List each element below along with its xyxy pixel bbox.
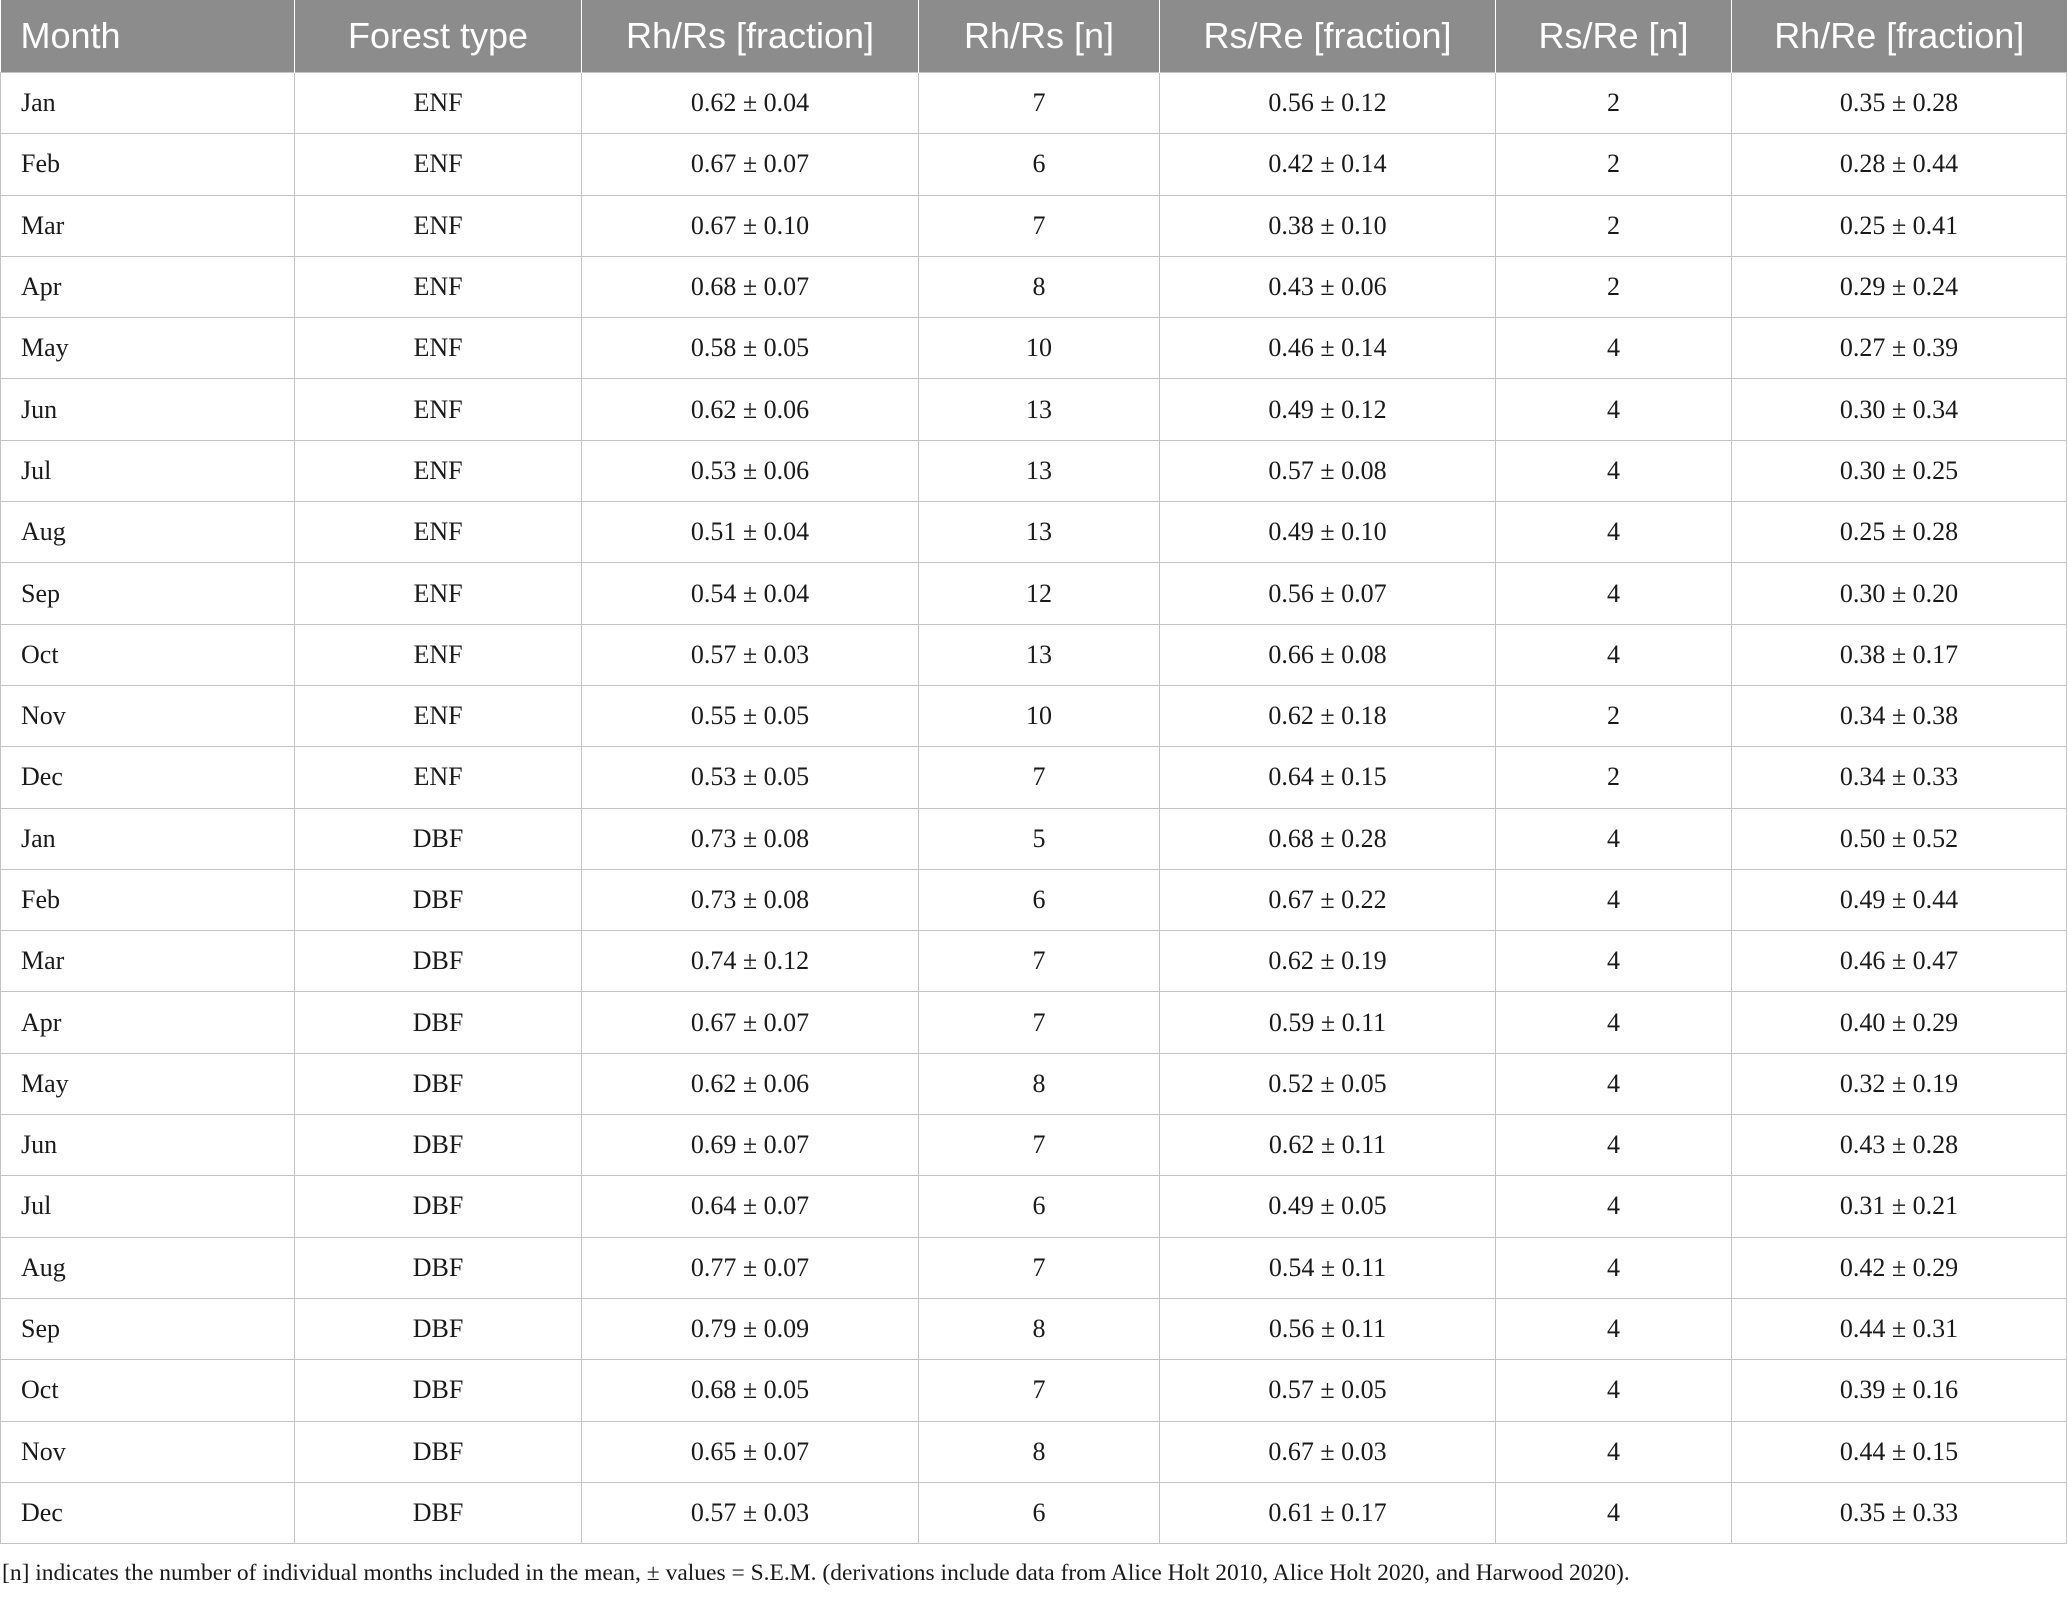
- cell-month: Jan: [1, 808, 295, 869]
- cell-rh-rs-n: 8: [919, 256, 1160, 317]
- cell-month: Aug: [1, 1237, 295, 1298]
- cell-rh-re-fraction: 0.29 ± 0.24: [1732, 256, 2067, 317]
- table-row: [1, 134, 2067, 195]
- cell-rs-re-n: 4: [1496, 1053, 1732, 1114]
- cell-month: Sep: [1, 563, 295, 624]
- cell-rs-re-n: 2: [1496, 73, 1732, 134]
- cell-rs-re-fraction: 0.62 ± 0.19: [1160, 931, 1496, 992]
- cell-forest-type: DBF: [295, 808, 582, 869]
- table-row: [1, 318, 2067, 379]
- cell-rh-re-fraction: 0.35 ± 0.28: [1732, 73, 2067, 134]
- cell-rs-re-n: 4: [1496, 1482, 1732, 1543]
- cell-month: Nov: [1, 685, 295, 746]
- cell-rh-rs-fraction: 0.68 ± 0.05: [582, 1360, 919, 1421]
- table-row: [1, 1053, 2067, 1114]
- table-row: [1, 502, 2067, 563]
- cell-forest-type: DBF: [295, 992, 582, 1053]
- cell-rs-re-n: 4: [1496, 992, 1732, 1053]
- cell-rs-re-n: 4: [1496, 379, 1732, 440]
- cell-rh-re-fraction: 0.46 ± 0.47: [1732, 931, 2067, 992]
- cell-rh-re-fraction: 0.25 ± 0.28: [1732, 502, 2067, 563]
- cell-rs-re-n: 4: [1496, 1421, 1732, 1482]
- table-header: [1, 0, 2067, 73]
- cell-forest-type: ENF: [295, 502, 582, 563]
- column-header-month: Month: [1, 0, 295, 73]
- cell-rh-re-fraction: 0.25 ± 0.41: [1732, 195, 2067, 256]
- cell-rh-rs-n: 6: [919, 134, 1160, 195]
- header-row: [1, 0, 2067, 73]
- cell-rs-re-fraction: 0.56 ± 0.11: [1160, 1298, 1496, 1359]
- cell-rs-re-fraction: 0.59 ± 0.11: [1160, 992, 1496, 1053]
- cell-rs-re-fraction: 0.67 ± 0.22: [1160, 869, 1496, 930]
- table-row: [1, 563, 2067, 624]
- cell-rs-re-n: 4: [1496, 624, 1732, 685]
- cell-rh-rs-n: 7: [919, 747, 1160, 808]
- cell-rh-re-fraction: 0.27 ± 0.39: [1732, 318, 2067, 379]
- cell-forest-type: ENF: [295, 624, 582, 685]
- cell-rs-re-n: 4: [1496, 1237, 1732, 1298]
- table-body: [1, 73, 2067, 1544]
- cell-rh-rs-fraction: 0.55 ± 0.05: [582, 685, 919, 746]
- cell-rh-rs-fraction: 0.69 ± 0.07: [582, 1115, 919, 1176]
- cell-rh-re-fraction: 0.40 ± 0.29: [1732, 992, 2067, 1053]
- cell-rs-re-fraction: 0.62 ± 0.11: [1160, 1115, 1496, 1176]
- cell-rs-re-n: 4: [1496, 1298, 1732, 1359]
- cell-month: Mar: [1, 195, 295, 256]
- cell-month: Oct: [1, 1360, 295, 1421]
- cell-rs-re-fraction: 0.57 ± 0.08: [1160, 440, 1496, 501]
- cell-rh-rs-n: 6: [919, 869, 1160, 930]
- cell-rs-re-fraction: 0.62 ± 0.18: [1160, 685, 1496, 746]
- cell-rs-re-fraction: 0.54 ± 0.11: [1160, 1237, 1496, 1298]
- cell-rh-rs-n: 12: [919, 563, 1160, 624]
- cell-rs-re-n: 2: [1496, 685, 1732, 746]
- cell-rh-rs-n: 7: [919, 1360, 1160, 1421]
- cell-forest-type: ENF: [295, 318, 582, 379]
- cell-rh-re-fraction: 0.30 ± 0.25: [1732, 440, 2067, 501]
- cell-rh-rs-n: 13: [919, 440, 1160, 501]
- cell-month: May: [1, 1053, 295, 1114]
- cell-rh-rs-fraction: 0.54 ± 0.04: [582, 563, 919, 624]
- table-row: [1, 1115, 2067, 1176]
- table-row: [1, 1176, 2067, 1237]
- cell-rh-rs-fraction: 0.68 ± 0.07: [582, 256, 919, 317]
- cell-forest-type: ENF: [295, 379, 582, 440]
- cell-rh-rs-n: 10: [919, 685, 1160, 746]
- table-row: [1, 1298, 2067, 1359]
- cell-forest-type: ENF: [295, 256, 582, 317]
- cell-rh-rs-n: 6: [919, 1176, 1160, 1237]
- cell-rs-re-n: 2: [1496, 134, 1732, 195]
- cell-month: Apr: [1, 992, 295, 1053]
- cell-month: Jul: [1, 1176, 295, 1237]
- cell-rh-rs-fraction: 0.57 ± 0.03: [582, 624, 919, 685]
- table-row: [1, 624, 2067, 685]
- cell-month: Dec: [1, 747, 295, 808]
- cell-rh-re-fraction: 0.35 ± 0.33: [1732, 1482, 2067, 1543]
- cell-rh-rs-fraction: 0.67 ± 0.07: [582, 134, 919, 195]
- cell-forest-type: DBF: [295, 869, 582, 930]
- table-row: [1, 869, 2067, 930]
- cell-month: Jan: [1, 73, 295, 134]
- cell-rs-re-n: 2: [1496, 256, 1732, 317]
- cell-rh-rs-fraction: 0.53 ± 0.05: [582, 747, 919, 808]
- table-row: [1, 1421, 2067, 1482]
- cell-rh-rs-fraction: 0.62 ± 0.06: [582, 1053, 919, 1114]
- table-row: [1, 1482, 2067, 1543]
- cell-forest-type: ENF: [295, 440, 582, 501]
- cell-forest-type: ENF: [295, 563, 582, 624]
- cell-rs-re-n: 4: [1496, 563, 1732, 624]
- cell-rh-rs-n: 8: [919, 1421, 1160, 1482]
- cell-rh-rs-n: 7: [919, 195, 1160, 256]
- cell-rh-re-fraction: 0.30 ± 0.34: [1732, 379, 2067, 440]
- cell-rh-re-fraction: 0.32 ± 0.19: [1732, 1053, 2067, 1114]
- table-row: [1, 931, 2067, 992]
- cell-rs-re-fraction: 0.56 ± 0.07: [1160, 563, 1496, 624]
- cell-forest-type: DBF: [295, 1115, 582, 1176]
- cell-month: May: [1, 318, 295, 379]
- cell-rh-re-fraction: 0.34 ± 0.38: [1732, 685, 2067, 746]
- cell-rs-re-n: 4: [1496, 1360, 1732, 1421]
- cell-rh-re-fraction: 0.49 ± 0.44: [1732, 869, 2067, 930]
- cell-rs-re-n: 2: [1496, 747, 1732, 808]
- cell-forest-type: DBF: [295, 1421, 582, 1482]
- cell-rh-rs-fraction: 0.65 ± 0.07: [582, 1421, 919, 1482]
- cell-rh-re-fraction: 0.44 ± 0.31: [1732, 1298, 2067, 1359]
- table-row: [1, 1360, 2067, 1421]
- cell-rh-rs-fraction: 0.58 ± 0.05: [582, 318, 919, 379]
- cell-rh-re-fraction: 0.39 ± 0.16: [1732, 1360, 2067, 1421]
- cell-rh-re-fraction: 0.31 ± 0.21: [1732, 1176, 2067, 1237]
- cell-rh-rs-fraction: 0.73 ± 0.08: [582, 869, 919, 930]
- cell-rs-re-fraction: 0.42 ± 0.14: [1160, 134, 1496, 195]
- cell-rs-re-fraction: 0.46 ± 0.14: [1160, 318, 1496, 379]
- cell-rh-rs-fraction: 0.67 ± 0.07: [582, 992, 919, 1053]
- cell-rs-re-fraction: 0.68 ± 0.28: [1160, 808, 1496, 869]
- cell-rh-re-fraction: 0.34 ± 0.33: [1732, 747, 2067, 808]
- cell-rh-rs-fraction: 0.73 ± 0.08: [582, 808, 919, 869]
- table-row: [1, 747, 2067, 808]
- column-header-rh-rs-fraction: Rh/Rs [fraction]: [582, 0, 919, 73]
- cell-forest-type: ENF: [295, 685, 582, 746]
- cell-rs-re-n: 4: [1496, 931, 1732, 992]
- cell-rh-rs-n: 10: [919, 318, 1160, 379]
- cell-rs-re-n: 4: [1496, 502, 1732, 563]
- cell-rh-rs-n: 13: [919, 502, 1160, 563]
- cell-month: Feb: [1, 869, 295, 930]
- cell-rh-rs-n: 7: [919, 1237, 1160, 1298]
- cell-rs-re-n: 4: [1496, 1176, 1732, 1237]
- cell-forest-type: ENF: [295, 134, 582, 195]
- cell-rh-rs-fraction: 0.67 ± 0.10: [582, 195, 919, 256]
- cell-month: Dec: [1, 1482, 295, 1543]
- cell-rh-rs-fraction: 0.57 ± 0.03: [582, 1482, 919, 1543]
- cell-rs-re-fraction: 0.66 ± 0.08: [1160, 624, 1496, 685]
- cell-month: Feb: [1, 134, 295, 195]
- table-row: [1, 440, 2067, 501]
- cell-rh-rs-n: 5: [919, 808, 1160, 869]
- cell-rh-rs-fraction: 0.79 ± 0.09: [582, 1298, 919, 1359]
- cell-rs-re-n: 4: [1496, 869, 1732, 930]
- cell-rh-rs-n: 8: [919, 1298, 1160, 1359]
- cell-rh-rs-n: 7: [919, 931, 1160, 992]
- cell-rs-re-fraction: 0.49 ± 0.10: [1160, 502, 1496, 563]
- cell-rs-re-n: 4: [1496, 808, 1732, 869]
- cell-rh-rs-n: 6: [919, 1482, 1160, 1543]
- table-row: [1, 256, 2067, 317]
- cell-rh-re-fraction: 0.50 ± 0.52: [1732, 808, 2067, 869]
- table-row: [1, 379, 2067, 440]
- column-header-rs-re-fraction: Rs/Re [fraction]: [1160, 0, 1496, 73]
- cell-rs-re-fraction: 0.43 ± 0.06: [1160, 256, 1496, 317]
- cell-month: Aug: [1, 502, 295, 563]
- cell-forest-type: ENF: [295, 747, 582, 808]
- cell-rs-re-fraction: 0.57 ± 0.05: [1160, 1360, 1496, 1421]
- table-row: [1, 1237, 2067, 1298]
- column-header-forest-type: Forest type: [295, 0, 582, 73]
- cell-forest-type: DBF: [295, 1360, 582, 1421]
- cell-forest-type: DBF: [295, 1053, 582, 1114]
- cell-rs-re-fraction: 0.38 ± 0.10: [1160, 195, 1496, 256]
- cell-rh-re-fraction: 0.42 ± 0.29: [1732, 1237, 2067, 1298]
- column-header-rs-re-n: Rs/Re [n]: [1496, 0, 1732, 73]
- cell-month: Jul: [1, 440, 295, 501]
- cell-forest-type: DBF: [295, 1482, 582, 1543]
- cell-month: Jun: [1, 379, 295, 440]
- cell-rh-rs-n: 13: [919, 624, 1160, 685]
- cell-rh-rs-fraction: 0.62 ± 0.04: [582, 73, 919, 134]
- table-row: [1, 992, 2067, 1053]
- cell-rs-re-fraction: 0.49 ± 0.05: [1160, 1176, 1496, 1237]
- cell-rh-rs-n: 7: [919, 73, 1160, 134]
- cell-rh-rs-n: 7: [919, 1115, 1160, 1176]
- cell-rh-re-fraction: 0.38 ± 0.17: [1732, 624, 2067, 685]
- cell-rs-re-fraction: 0.52 ± 0.05: [1160, 1053, 1496, 1114]
- cell-rh-rs-fraction: 0.62 ± 0.06: [582, 379, 919, 440]
- table-row: [1, 685, 2067, 746]
- cell-rh-rs-fraction: 0.77 ± 0.07: [582, 1237, 919, 1298]
- cell-rs-re-n: 4: [1496, 318, 1732, 379]
- cell-forest-type: DBF: [295, 1237, 582, 1298]
- cell-rh-rs-fraction: 0.53 ± 0.06: [582, 440, 919, 501]
- table-row: [1, 73, 2067, 134]
- cell-forest-type: DBF: [295, 1176, 582, 1237]
- cell-month: Apr: [1, 256, 295, 317]
- cell-rh-re-fraction: 0.44 ± 0.15: [1732, 1421, 2067, 1482]
- cell-rh-rs-n: 8: [919, 1053, 1160, 1114]
- cell-rh-re-fraction: 0.28 ± 0.44: [1732, 134, 2067, 195]
- cell-rh-rs-fraction: 0.64 ± 0.07: [582, 1176, 919, 1237]
- cell-rs-re-fraction: 0.67 ± 0.03: [1160, 1421, 1496, 1482]
- cell-rh-rs-fraction: 0.74 ± 0.12: [582, 931, 919, 992]
- cell-rs-re-n: 4: [1496, 1115, 1732, 1176]
- cell-month: Nov: [1, 1421, 295, 1482]
- cell-rs-re-fraction: 0.64 ± 0.15: [1160, 747, 1496, 808]
- column-header-rh-re-fraction: Rh/Re [fraction]: [1732, 0, 2067, 73]
- table-footnote: [n] indicates the number of individual months included in the mean, ± values = S.E.M. (derivations include data from Alice Holt 2010, Alice Holt 2020, and Harwood 2020).: [2, 1560, 1630, 1586]
- table-row: [1, 195, 2067, 256]
- cell-rs-re-n: 4: [1496, 440, 1732, 501]
- cell-rh-rs-fraction: 0.51 ± 0.04: [582, 502, 919, 563]
- cell-forest-type: DBF: [295, 931, 582, 992]
- cell-month: Jun: [1, 1115, 295, 1176]
- cell-rs-re-fraction: 0.49 ± 0.12: [1160, 379, 1496, 440]
- cell-forest-type: ENF: [295, 73, 582, 134]
- cell-month: Mar: [1, 931, 295, 992]
- column-header-rh-rs-n: Rh/Rs [n]: [919, 0, 1160, 73]
- cell-forest-type: ENF: [295, 195, 582, 256]
- cell-rs-re-fraction: 0.61 ± 0.17: [1160, 1482, 1496, 1543]
- cell-rs-re-fraction: 0.56 ± 0.12: [1160, 73, 1496, 134]
- table-row: [1, 808, 2067, 869]
- cell-rh-re-fraction: 0.30 ± 0.20: [1732, 563, 2067, 624]
- cell-rs-re-n: 2: [1496, 195, 1732, 256]
- cell-rh-rs-n: 7: [919, 992, 1160, 1053]
- cell-forest-type: DBF: [295, 1298, 582, 1359]
- cell-rh-re-fraction: 0.43 ± 0.28: [1732, 1115, 2067, 1176]
- cell-month: Oct: [1, 624, 295, 685]
- cell-month: Sep: [1, 1298, 295, 1359]
- cell-rh-rs-n: 13: [919, 379, 1160, 440]
